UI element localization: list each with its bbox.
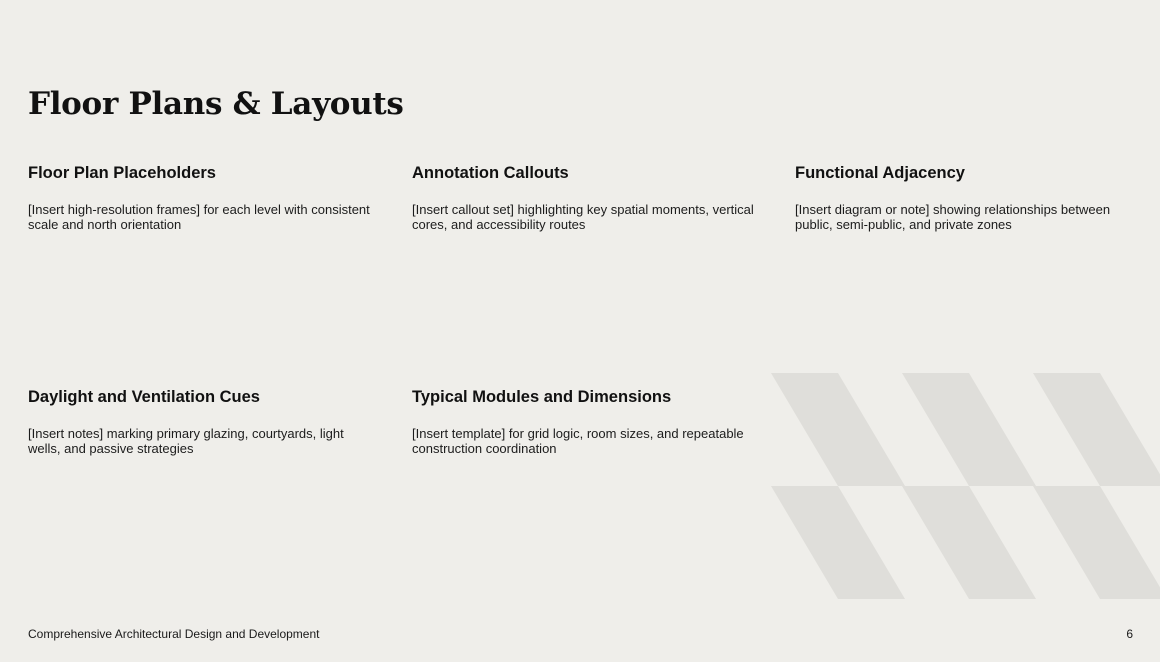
page-number: 6 bbox=[1126, 627, 1133, 641]
card-typical-modules bbox=[412, 386, 757, 456]
pattern-parallelogram-0-1 bbox=[902, 373, 1036, 486]
pattern-parallelogram-0-0 bbox=[771, 373, 905, 486]
card-annotation-callouts bbox=[412, 162, 757, 232]
card-heading: Annotation Callouts bbox=[412, 164, 569, 182]
decorative-parallelogram-pattern bbox=[771, 373, 1160, 599]
card-body: [Insert high-resolution frames] for each level with consistent scale and north orientation bbox=[28, 202, 370, 232]
card-heading: Typical Modules and Dimensions bbox=[412, 388, 672, 406]
card-floor-plan-placeholders bbox=[28, 162, 373, 232]
pattern-parallelogram-1-2 bbox=[1033, 486, 1160, 599]
pattern-parallelogram-1-0 bbox=[771, 486, 905, 599]
card-functional-adjacency bbox=[795, 162, 1140, 232]
parallelogram-pattern-graphic bbox=[771, 373, 1160, 599]
pattern-parallelogram-1-1 bbox=[902, 486, 1036, 599]
card-body: [Insert callout set] highlighting key spatial moments, vertical cores, and accessibility routes bbox=[412, 202, 754, 232]
page-title: Floor Plans & Layouts bbox=[28, 86, 404, 122]
card-body: [Insert template] for grid logic, room sizes, and repeatable construction coordination bbox=[412, 426, 744, 456]
card-heading: Functional Adjacency bbox=[795, 164, 965, 182]
card-body: [Insert notes] marking primary glazing, courtyards, light wells, and passive strategies bbox=[28, 426, 344, 456]
pattern-parallelogram-0-2 bbox=[1033, 373, 1160, 486]
card-body: [Insert diagram or note] showing relationships between public, semi-public, and private zones bbox=[795, 202, 1111, 232]
card-heading: Daylight and Ventilation Cues bbox=[28, 388, 260, 406]
card-heading: Floor Plan Placeholders bbox=[28, 164, 216, 182]
footer-text: Comprehensive Architectural Design and Development bbox=[28, 627, 320, 641]
card-daylight-ventilation bbox=[28, 386, 373, 456]
